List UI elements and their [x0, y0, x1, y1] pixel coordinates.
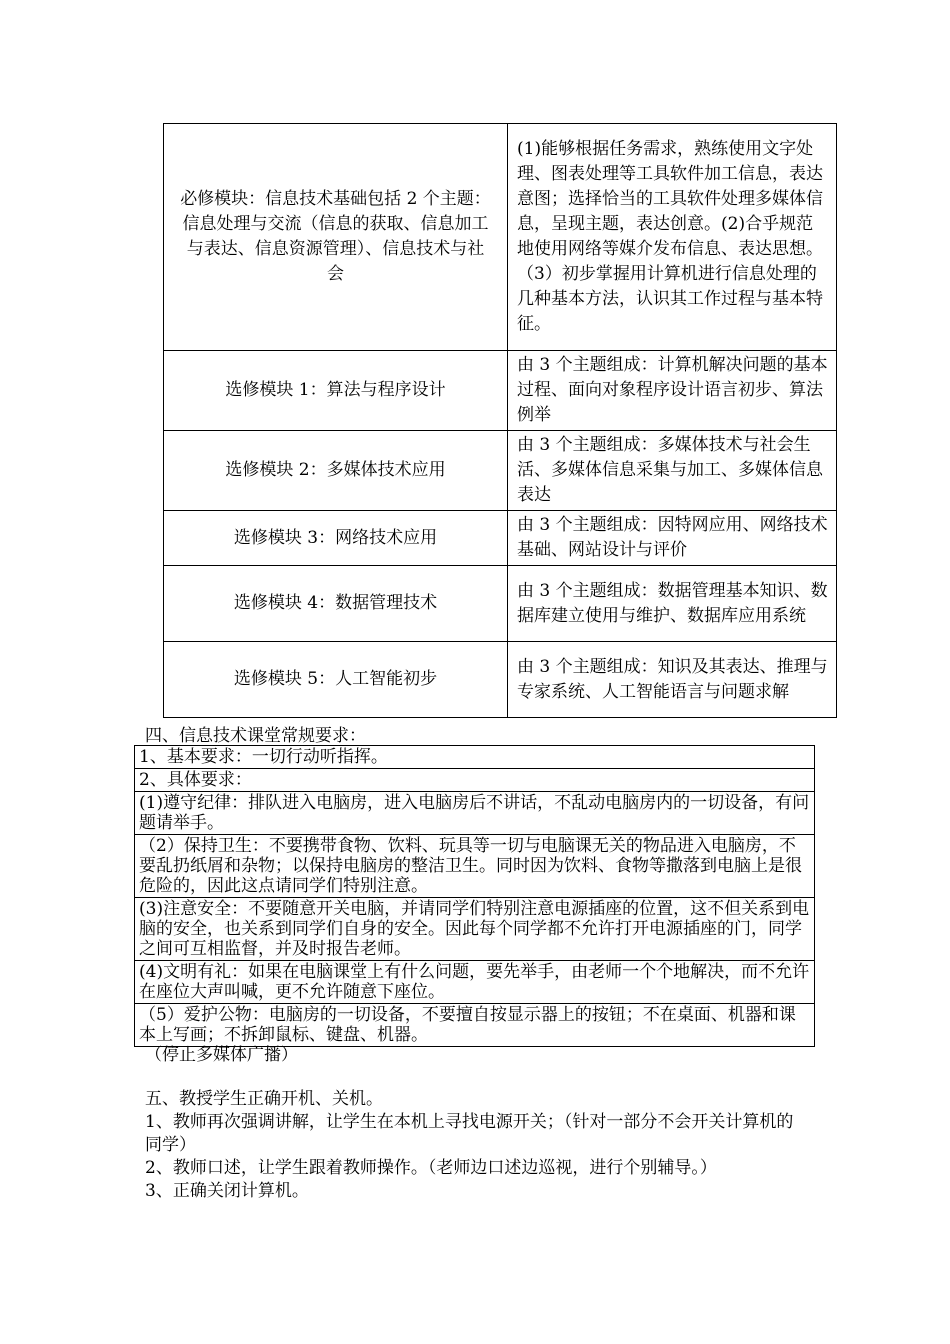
section-heading: 五、教授学生正确开机、关机。 — [145, 1089, 383, 1109]
description-paragraph: 由 3 个主题组成：数据管理基本知识、数据库建立使用与维护、数据库应用系统 — [517, 580, 828, 626]
module-name-cell: 选修模块 5：人工智能初步 — [164, 642, 508, 718]
module-name-cell: 选修模块 3：网络技术应用 — [164, 511, 508, 566]
module-name-cell: 选修模块 4：数据管理技术 — [164, 566, 508, 642]
module-description-cell — [508, 642, 837, 718]
note-text: （停止多媒体广播） — [145, 1045, 298, 1065]
description-paragraph: 由 3 个主题组成：计算机解决问题的基本过程、面向对象程序设计语言初步、算法例举 — [517, 355, 828, 425]
classroom-rules-table — [134, 745, 815, 1047]
module-description-cell — [508, 511, 837, 566]
table-row — [164, 566, 837, 642]
list-item: 2、教师口述，让学生跟着教师操作。（老师边口述边巡视，进行个别辅导。） — [145, 1158, 717, 1178]
module-name-cell: 选修模块 1：算法与程序设计 — [164, 351, 508, 431]
table-row — [135, 898, 815, 961]
list-item: 1、教师再次强调讲解，让学生在本机上寻找电源开关；（针对一部分不会开关计算机的同学） — [145, 1112, 794, 1155]
module-description-cell — [508, 566, 837, 642]
description-paragraph: 由 3 个主题组成：知识及其表达、推理与专家系统、人工智能语言与问题求解 — [517, 656, 828, 702]
description-paragraph: 由 3 个主题组成：因特网应用、网络技术基础、网站设计与评价 — [517, 515, 828, 560]
rule-cell: （2）保持卫生：不要携带食物、饮料、玩具等一切与电脑课无关的物品进入电脑房，不要乱扔纸屑和杂物；以保持电脑房的整洁卫生。同时因为饮料、食物等撒落到电脑上是很危险的，因此这点请同学们特别注意。 — [135, 835, 815, 898]
description-paragraph: 由 3 个主题组成：多媒体技术与社会生活、多媒体信息采集与加工、多媒体信息表达 — [517, 435, 823, 505]
table-row — [135, 769, 815, 792]
module-description-cell — [508, 351, 837, 431]
modules-table — [163, 123, 837, 718]
rule-cell: (4)文明有礼：如果在电脑课堂上有什么问题，要先举手，由老师一个个地解决，而不允许在座位大声叫喊，更不允许随意下座位。 — [135, 961, 815, 1004]
module-description-cell — [508, 431, 837, 511]
description-paragraph: (1)能够根据任务需求，熟练使用文字处理、图表处理等工具软件加工信息，表达意图；选择恰当的工具软件处理多媒体信息，呈现主题，表达创意。(2)合乎规范地使用网络等媒介发布信息、表达思想。 — [517, 139, 823, 259]
table-row — [135, 1004, 815, 1047]
table-row — [135, 746, 815, 769]
table-row — [164, 124, 837, 351]
table-row — [135, 792, 815, 835]
section-heading: 四、信息技术课堂常规要求： — [145, 726, 366, 746]
module-name-cell: 必修模块：信息技术基础包括 2 个主题：信息处理与交流（信息的获取、信息加工与表达、信息资源管理）、信息技术与社会 — [164, 124, 508, 351]
table-row — [135, 961, 815, 1004]
rule-cell: (3)注意安全：不要随意开关电脑，并请同学们特别注意电源插座的位置，这不但关系到电脑的安全，也关系到同学们自身的安全。因此每个同学都不允许打开电源插座的门，同学之间可互相监督，并及时报告老师。 — [135, 898, 815, 961]
description-paragraph: （3）初步掌握用计算机进行信息处理的几种基本方法，认识其工作过程与基本特征。 — [517, 264, 823, 334]
rule-cell: 1、基本要求：一切行动听指挥。 — [135, 746, 815, 769]
table-row — [164, 351, 837, 431]
module-description-cell — [508, 124, 837, 351]
rule-cell: 2、具体要求： — [135, 769, 815, 792]
list-item: 3、正确关闭计算机。 — [145, 1181, 309, 1201]
rule-cell: （5）爱护公物：电脑房的一切设备，不要擅自按显示器上的按钮；不在桌面、机器和课本上写画；不拆卸鼠标、键盘、机器。 — [135, 1004, 815, 1047]
table-row — [164, 511, 837, 566]
module-name-cell: 选修模块 2：多媒体技术应用 — [164, 431, 508, 511]
table-row — [164, 431, 837, 511]
rule-cell: (1)遵守纪律：排队进入电脑房，进入电脑房后不讲话，不乱动电脑房内的一切设备，有问题请举手。 — [135, 792, 815, 835]
table-row — [135, 835, 815, 898]
table-row — [164, 642, 837, 718]
